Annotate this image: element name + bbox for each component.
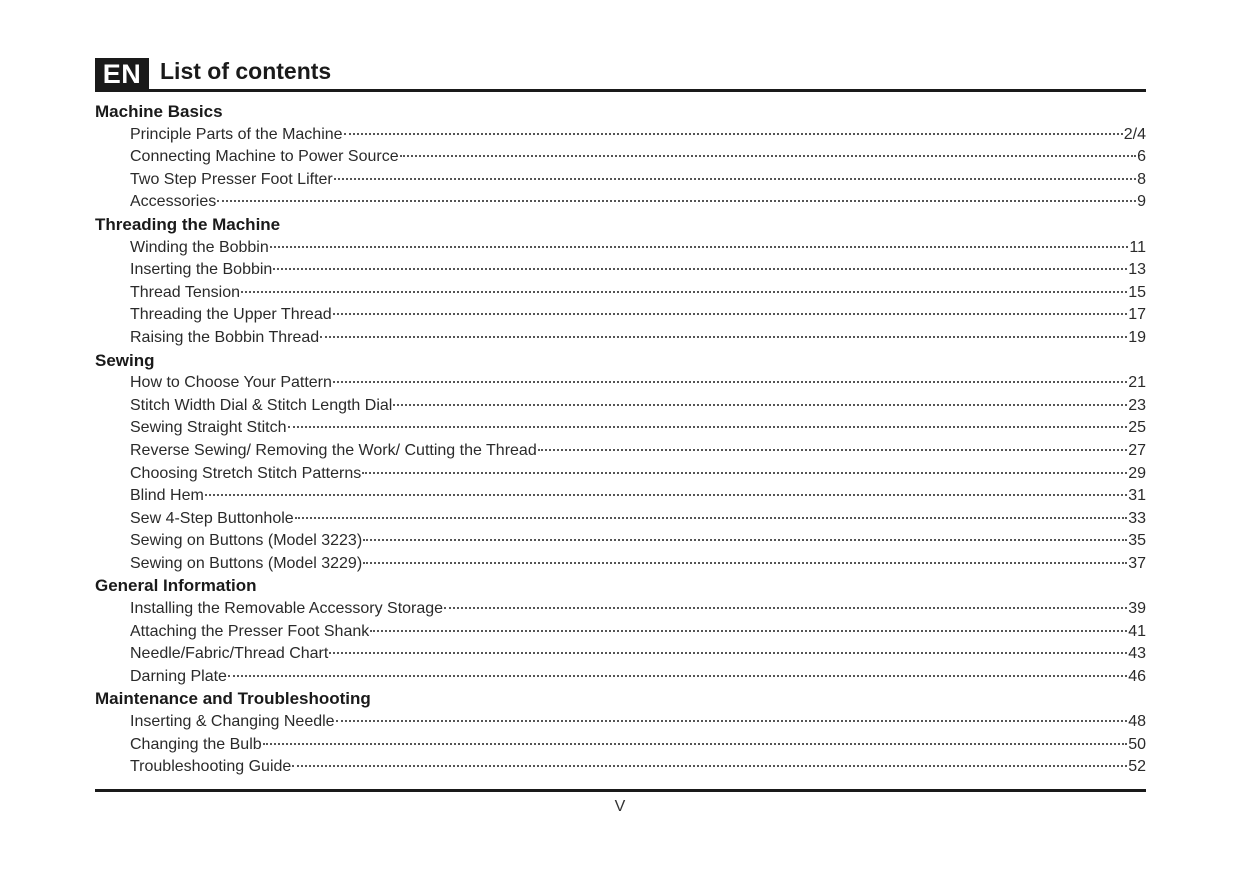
toc-entry[interactable] xyxy=(95,711,1146,734)
dot-leader xyxy=(363,529,1127,541)
toc-entry-label: Sewing Straight Stitch xyxy=(130,419,287,437)
table-of-contents xyxy=(95,101,1146,779)
dot-leader xyxy=(362,462,1127,474)
toc-entry-label: Attaching the Presser Foot Shank xyxy=(130,622,370,640)
toc-entry-label: Sew 4-Step Buttonhole xyxy=(130,509,294,527)
toc-entry-page: 27 xyxy=(1128,441,1146,459)
title-divider xyxy=(95,89,1146,92)
toc-entry-page: 43 xyxy=(1128,645,1146,663)
dot-leader xyxy=(334,168,1136,180)
toc-entry[interactable] xyxy=(95,643,1146,666)
dot-leader xyxy=(538,439,1127,451)
dot-leader xyxy=(333,303,1128,315)
dot-leader xyxy=(329,642,1127,654)
section-heading: General Information xyxy=(95,576,257,596)
toc-entry-label: Inserting the Bobbin xyxy=(130,261,273,279)
toc-entry-page: 29 xyxy=(1128,464,1146,482)
toc-entry[interactable] xyxy=(95,372,1146,395)
toc-entry-label: Troubleshooting Guide xyxy=(130,758,292,776)
toc-entry-label: Connecting Machine to Power Source xyxy=(130,148,399,166)
dot-leader xyxy=(400,145,1137,157)
section-heading: Maintenance and Troubleshooting xyxy=(95,689,371,709)
toc-entry-page: 13 xyxy=(1128,261,1146,279)
toc-entry[interactable] xyxy=(95,169,1146,192)
toc-entry[interactable] xyxy=(95,598,1146,621)
toc-entry[interactable] xyxy=(95,621,1146,644)
dot-leader xyxy=(217,190,1136,202)
toc-entry-page: 15 xyxy=(1128,283,1146,301)
dot-leader xyxy=(292,755,1127,767)
toc-entry-label: Two Step Presser Foot Lifter xyxy=(130,170,333,188)
toc-entry-page: 6 xyxy=(1137,148,1146,166)
toc-entry[interactable] xyxy=(95,327,1146,350)
toc-entry[interactable] xyxy=(95,463,1146,486)
dot-leader xyxy=(263,733,1128,745)
dot-leader xyxy=(393,394,1127,406)
dot-leader xyxy=(320,326,1127,338)
dot-leader xyxy=(344,123,1123,135)
toc-entry-label: Sewing on Buttons (Model 3223) xyxy=(130,532,363,550)
section-heading: Threading the Machine xyxy=(95,214,281,234)
dot-leader xyxy=(363,552,1127,564)
dot-leader xyxy=(228,665,1127,677)
toc-entry-page: 25 xyxy=(1128,419,1146,437)
toc-entry[interactable] xyxy=(95,146,1146,169)
language-badge: EN xyxy=(95,58,149,89)
dot-leader xyxy=(444,597,1127,609)
toc-entry[interactable] xyxy=(95,304,1146,327)
dot-leader xyxy=(336,710,1128,722)
page-number: V xyxy=(614,798,626,815)
toc-entry-page: 33 xyxy=(1128,509,1146,527)
toc-entry-label: Needle/Fabric/Thread Chart xyxy=(130,645,329,663)
toc-entry[interactable] xyxy=(95,124,1146,147)
toc-entry-page: 11 xyxy=(1129,238,1146,256)
toc-entry[interactable] xyxy=(95,417,1146,440)
toc-entry-page: 52 xyxy=(1128,758,1146,776)
toc-entry[interactable] xyxy=(95,553,1146,576)
toc-entry[interactable] xyxy=(95,734,1146,757)
toc-entry-label: Blind Hem xyxy=(130,487,204,505)
toc-entry-label: Darning Plate xyxy=(130,667,227,685)
toc-entry-page: 31 xyxy=(1128,487,1146,505)
toc-entry-page: 9 xyxy=(1137,193,1146,211)
toc-entry-page: 37 xyxy=(1128,554,1146,572)
toc-entry-label: Principle Parts of the Machine xyxy=(130,125,343,143)
toc-entry[interactable] xyxy=(95,237,1146,260)
toc-entry-label: Thread Tension xyxy=(130,283,240,301)
dot-leader xyxy=(241,281,1127,293)
toc-entry-page: 23 xyxy=(1128,396,1146,414)
toc-entry[interactable] xyxy=(95,485,1146,508)
toc-entry[interactable] xyxy=(95,756,1146,779)
page-header xyxy=(95,58,1146,89)
toc-entry[interactable] xyxy=(95,530,1146,553)
toc-entry-label: Changing the Bulb xyxy=(130,735,262,753)
toc-entry-label: Winding the Bobbin xyxy=(130,238,269,256)
toc-entry[interactable] xyxy=(95,508,1146,531)
toc-entry-label: Installing the Removable Accessory Storage xyxy=(130,600,444,618)
toc-entry-label: Accessories xyxy=(130,193,217,211)
toc-entry-page: 39 xyxy=(1128,600,1146,618)
toc-entry-label: Inserting & Changing Needle xyxy=(130,713,335,731)
dot-leader xyxy=(295,507,1128,519)
toc-entry-page: 8 xyxy=(1137,170,1146,188)
section-heading: Sewing xyxy=(95,350,155,370)
toc-entry-page: 21 xyxy=(1128,374,1146,392)
footer-divider xyxy=(95,789,1146,792)
toc-entry-page: 35 xyxy=(1128,532,1146,550)
toc-entry-page: 19 xyxy=(1128,328,1146,346)
toc-entry-label: Choosing Stretch Stitch Patterns xyxy=(130,464,362,482)
dot-leader xyxy=(205,484,1127,496)
toc-entry[interactable] xyxy=(95,440,1146,463)
toc-entry-label: Raising the Bobbin Thread xyxy=(130,328,320,346)
toc-entry-page: 17 xyxy=(1128,306,1146,324)
section-heading: Machine Basics xyxy=(95,102,223,121)
toc-entry[interactable] xyxy=(95,666,1146,689)
toc-entry-label: Sewing on Buttons (Model 3229) xyxy=(130,554,363,572)
toc-entry[interactable] xyxy=(95,259,1146,282)
dot-leader xyxy=(270,236,1129,248)
toc-entry-label: Stitch Width Dial & Stitch Length Dial xyxy=(130,396,393,414)
dot-leader xyxy=(288,416,1128,428)
toc-entry-page: 50 xyxy=(1128,735,1146,753)
toc-entry[interactable] xyxy=(95,395,1146,418)
toc-entry-label: Reverse Sewing/ Removing the Work/ Cutting the Thread xyxy=(130,441,537,459)
dot-leader xyxy=(333,371,1127,383)
toc-entry-page: 2/4 xyxy=(1123,125,1146,143)
toc-entry-page: 46 xyxy=(1128,667,1146,685)
toc-entry[interactable] xyxy=(95,191,1146,214)
toc-entry-page: 41 xyxy=(1128,622,1146,640)
dot-leader xyxy=(370,620,1127,632)
toc-entry-label: Threading the Upper Thread xyxy=(130,306,332,324)
page-title: List of contents xyxy=(160,58,332,84)
toc-entry[interactable] xyxy=(95,282,1146,305)
dot-leader xyxy=(273,258,1127,270)
toc-entry-label: How to Choose Your Pattern xyxy=(130,374,332,392)
toc-entry-page: 48 xyxy=(1128,713,1146,731)
